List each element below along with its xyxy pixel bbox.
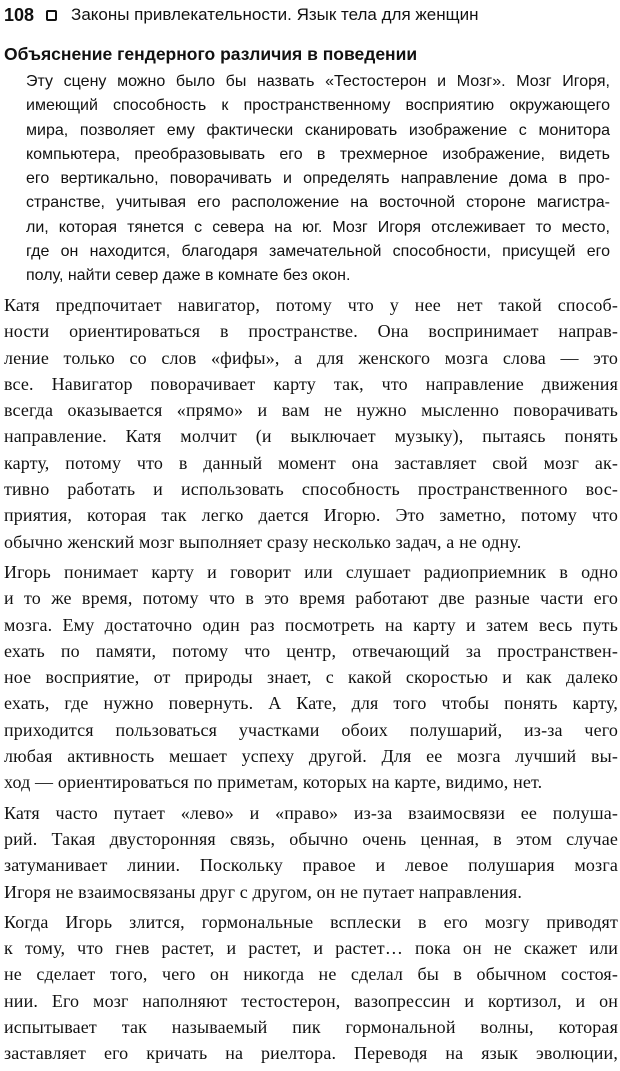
paragraph-1 [4, 292, 618, 555]
text-line: приятия, которая так легко дается Игорю. Это заметно, потому что [4, 505, 618, 526]
sidebar-box [4, 42, 610, 289]
text-line: нии. Его мозг наполняют тестостерон, вазопрессин и кортизол, и он [4, 990, 618, 1011]
text-line: направление. Катя молчит (и выключает музыку), пытаясь понять [4, 426, 618, 447]
running-title: Законы привлекательности. Язык тела для женщин [71, 5, 479, 24]
text-line: любая активность мешает успеху другой. Для ее мозга лучший вы- [4, 746, 618, 767]
sidebar-line: Эту сцену можно было бы назвать «Тестостерон и Мозг». Мозг Игоря, [26, 73, 610, 90]
sidebar-line: его вертикально, поворачивать и определять направление дома в про- [26, 170, 610, 188]
sidebar-text [4, 70, 610, 289]
page-number: 108 [4, 4, 35, 25]
sidebar-line: имеющий способность к пространственному восприятию окружающего [26, 97, 610, 115]
paragraph-2 [4, 559, 618, 796]
sidebar-line: компьютера, преобразовывать его в трехмерное изображение, видеть [26, 145, 610, 163]
text-line: к тому, что гнев растет, и растет, и растет… пока он не скажет или [4, 938, 618, 959]
text-line: затуманивает линии. Поскольку правое и левое полушария мозга [4, 855, 618, 876]
text-line: мозга. Ему достаточно один раз посмотреть на карту и затем весь путь [4, 614, 618, 635]
text-line: карту, потому что в данный момент она заставляет свой мозг ак- [4, 452, 618, 473]
square-outline-icon [46, 10, 57, 21]
text-line: приходится пользоваться участками обоих полушарий, из-за чего [4, 719, 618, 740]
text-line: Игоря не взаимосвязаны друг с другом, он не путает направления. [4, 881, 523, 902]
text-line: все. Навигатор поворачивает карту так, что направление движения [4, 373, 618, 394]
sidebar-title: Объяснение гендерного различия в поведении [4, 44, 418, 64]
text-line: ное восприятие, от природы знает, с какой скоростью и как далеко [4, 667, 618, 688]
text-line: тивно работать и использовать способность пространственного вос- [4, 479, 618, 500]
text-line: обычно женский мозг выполняет сразу несколько задач, а не одну. [4, 531, 522, 552]
text-line: не сделает того, чего он никогда не сделал бы в обычном состоя- [4, 964, 618, 985]
text-line: испытывает так называемый пик гормональной волны, которая [4, 1017, 618, 1038]
sidebar-line: странстве, учитывая его расположение на восточной стороне магистра- [26, 194, 610, 212]
text-line: ехать, где нужно повернуть. А Кате, для того чтобы понять карту, [4, 693, 618, 714]
text-line: ление только со слов «фифы», а для женского мозга слова — это [4, 347, 618, 368]
text-line: Катя предпочитает навигатор, потому что у нее нет такой способ- [4, 295, 618, 315]
text-line: заставляет его кричать на риелтора. Переводя на язык эволюции, [4, 1043, 618, 1064]
text-line: ности ориентироваться в пространстве. Она воспринимает направ- [4, 321, 618, 342]
text-line: всегда оказывается «прямо» и вам не нужно мысленно поворачивать [4, 400, 618, 421]
text-line: ехать по памяти, потому что центр, отвечающий за пространствен- [4, 640, 618, 661]
text-line: Когда Игорь злится, гормональные всплески в его мозгу приводят [4, 911, 618, 932]
main-text [4, 292, 618, 1071]
text-line: и то же время, потому что в это время работают две разные части его [4, 588, 618, 609]
running-head [4, 2, 616, 28]
text-line: рий. Такая двусторонняя связь, обычно очень ценная, в этом случае [4, 828, 618, 849]
text-line: ход — ориентироваться по приметам, которых на карте, видимо, нет. [4, 772, 543, 793]
text-line: Катя часто путает «лево» и «право» из-за взаимосвязи ее полуша- [4, 802, 618, 823]
sidebar-line: полу, найти север даже в комнате без окон. [26, 267, 351, 285]
sidebar-line: где он находится, благодаря замечательной способности, присущей его [26, 243, 610, 261]
sidebar-line: мира, позволяет ему фактически сканировать изображение с монитора [26, 121, 610, 139]
paragraph-4 [4, 909, 618, 1067]
sidebar-line: ли, которая тянется с севера на юг. Мозг Игоря отслеживает то место, [26, 218, 610, 236]
text-line: Игорь понимает карту и говорит или слушает радиоприемник в одно [4, 561, 618, 582]
paragraph-3 [4, 800, 618, 905]
